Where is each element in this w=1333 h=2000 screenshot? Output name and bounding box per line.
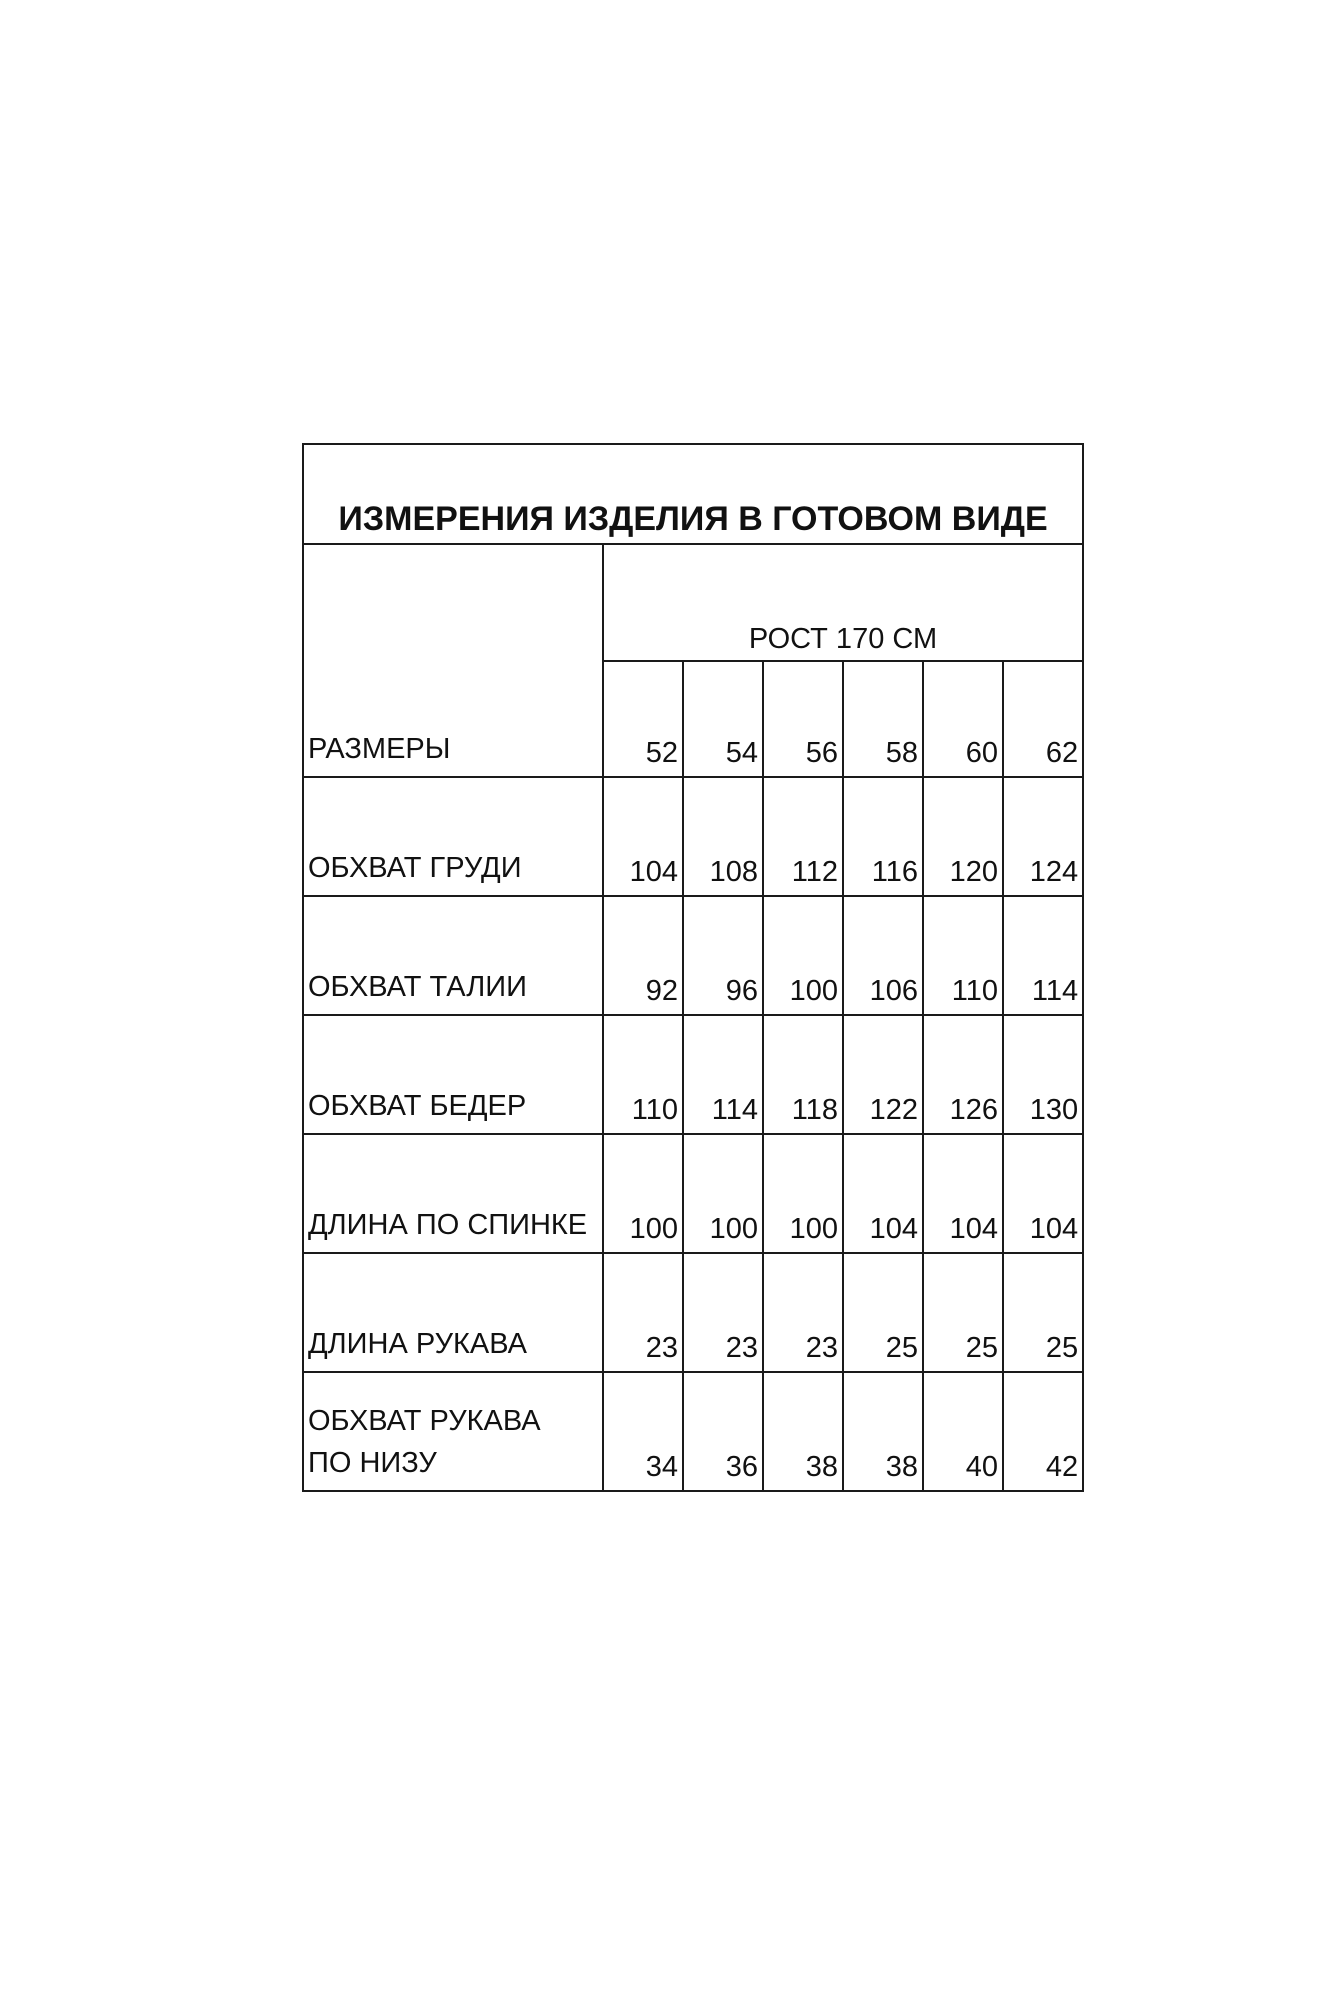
value-cell: 110 [603, 1015, 683, 1134]
value-cell: 104 [923, 1134, 1003, 1253]
table-row-sleeve-length [303, 1253, 1083, 1372]
value-cell: 114 [683, 1015, 763, 1134]
value-cell: 25 [1003, 1253, 1083, 1372]
size-cell: 58 [843, 661, 923, 777]
value-cell: 100 [763, 896, 843, 1015]
value-cell: 42 [1003, 1372, 1083, 1491]
value-cell: 34 [603, 1372, 683, 1491]
value-cell: 120 [923, 777, 1003, 896]
value-cell: 104 [843, 1134, 923, 1253]
size-cell: 52 [603, 661, 683, 777]
size-cell: 60 [923, 661, 1003, 777]
size-cell: 62 [1003, 661, 1083, 777]
row-label-line2: ПО НИЗУ [308, 1447, 437, 1479]
table-row-waist [303, 896, 1083, 1015]
size-cell: 54 [683, 661, 763, 777]
row-label: ДЛИНА ПО СПИНКЕ [303, 1134, 603, 1253]
value-cell: 116 [843, 777, 923, 896]
value-cell: 25 [843, 1253, 923, 1372]
size-chart-table [302, 443, 1084, 1492]
value-cell: 108 [683, 777, 763, 896]
value-cell: 104 [603, 777, 683, 896]
value-cell: 100 [603, 1134, 683, 1253]
table-row-hips [303, 1015, 1083, 1134]
size-cell: 56 [763, 661, 843, 777]
row-label: ОБХВАТ ГРУДИ [303, 777, 603, 896]
value-cell: 122 [843, 1015, 923, 1134]
value-cell: 106 [843, 896, 923, 1015]
value-cell: 23 [763, 1253, 843, 1372]
value-cell: 124 [1003, 777, 1083, 896]
sizes-label: РАЗМЕРЫ [303, 544, 603, 777]
row-label: ОБХВАТ БЕДЕР [303, 1015, 603, 1134]
height-label: РОСТ 170 СМ [603, 544, 1083, 661]
value-cell: 23 [683, 1253, 763, 1372]
row-label [303, 1372, 603, 1491]
table-row-sleeve-hem [303, 1372, 1083, 1491]
value-cell: 38 [763, 1372, 843, 1491]
value-cell: 114 [1003, 896, 1083, 1015]
value-cell: 92 [603, 896, 683, 1015]
value-cell: 96 [683, 896, 763, 1015]
value-cell: 118 [763, 1015, 843, 1134]
value-cell: 25 [923, 1253, 1003, 1372]
table-title: ИЗМЕРЕНИЯ ИЗДЕЛИЯ В ГОТОВОМ ВИДЕ [303, 444, 1083, 544]
value-cell: 40 [923, 1372, 1003, 1491]
value-cell: 36 [683, 1372, 763, 1491]
value-cell: 110 [923, 896, 1003, 1015]
value-cell: 100 [763, 1134, 843, 1253]
value-cell: 104 [1003, 1134, 1083, 1253]
value-cell: 38 [843, 1372, 923, 1491]
row-label: ДЛИНА РУКАВА [303, 1253, 603, 1372]
table-row-back-length [303, 1134, 1083, 1253]
row-label-line1: ОБХВАТ РУКАВА [308, 1405, 541, 1437]
table-row-chest [303, 777, 1083, 896]
value-cell: 100 [683, 1134, 763, 1253]
row-label: ОБХВАТ ТАЛИИ [303, 896, 603, 1015]
value-cell: 126 [923, 1015, 1003, 1134]
value-cell: 23 [603, 1253, 683, 1372]
value-cell: 130 [1003, 1015, 1083, 1134]
value-cell: 112 [763, 777, 843, 896]
